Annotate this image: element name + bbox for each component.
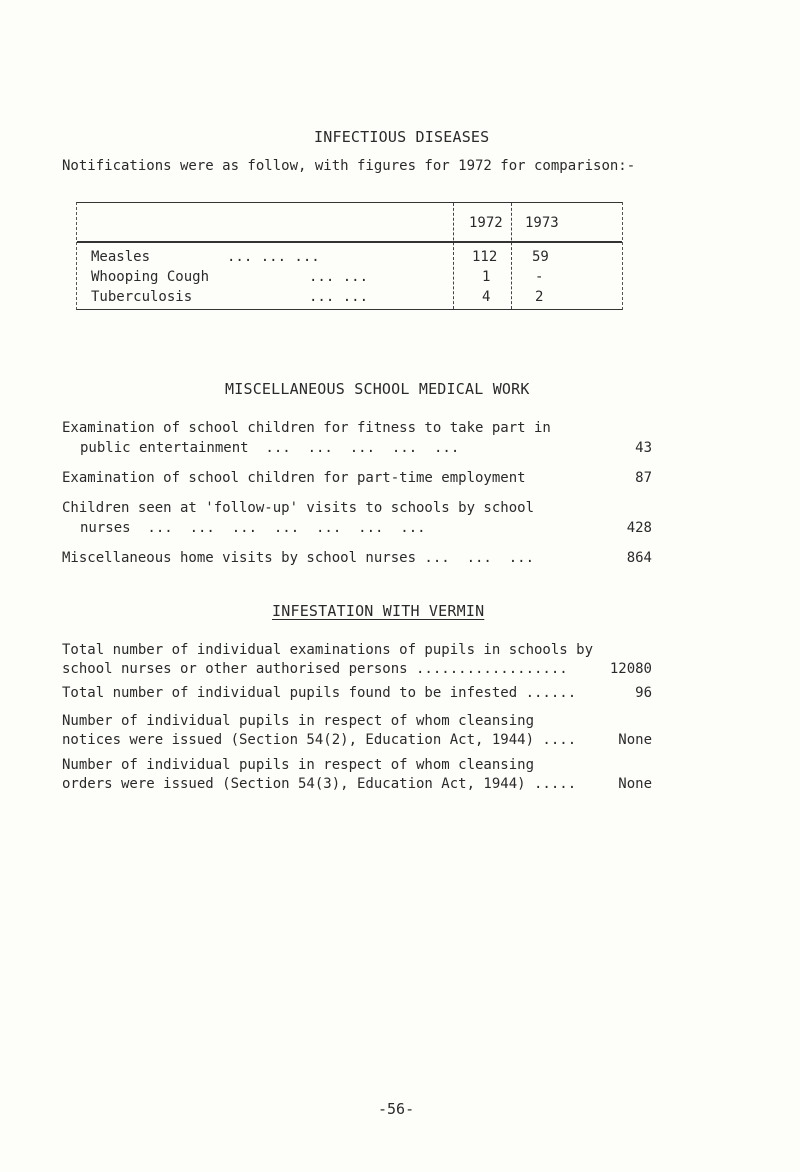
notifications-table [76,202,623,310]
section-title-infestation: INFESTATION WITH VERMIN [272,602,485,620]
notifications-intro: Notifications were as follow, with figures for 1972 for comparison:- [62,158,636,174]
infest-item-value: None [618,776,652,792]
misc-item-line: Miscellaneous home visits by school nurses ... ... ... [62,550,535,566]
value-measles-1973: 59 [532,249,549,265]
table-divider [453,203,454,309]
misc-item-line: public entertainment ... ... ... ... ... [80,440,460,456]
misc-item-line: nurses ... ... ... ... ... ... ... [80,520,426,536]
infest-item-value: 12080 [609,661,652,677]
infest-item-value: 96 [635,685,652,701]
misc-item-value: 43 [635,440,652,456]
value-tuberculosis-1973: 2 [535,289,544,305]
table-header-rule [77,241,622,243]
infest-item-line: school nurses or other authorised persons .................. [62,661,568,677]
table-divider [511,203,512,309]
section-title-infectious-diseases: INFECTIOUS DISEASES [314,128,490,146]
page-number: -56- [378,1100,415,1118]
value-whooping-cough-1973: - [535,269,544,285]
infest-item-value: None [618,732,652,748]
infest-item-line: Total number of individual examinations of pupils in schools by [62,642,594,658]
infest-item-line: Number of individual pupils in respect of whom cleansing [62,713,535,729]
infest-item-line: orders were issued (Section 54(3), Education Act, 1944) ..... [62,776,577,792]
row-leader: ... ... [309,289,369,305]
column-header-1972: 1972 [469,215,503,231]
misc-item-value: 428 [626,520,652,536]
misc-item-line: Examination of school children for fitness to take part in [62,420,551,436]
infest-item-line: Total number of individual pupils found to be infested ...... [62,685,577,701]
misc-item-value: 87 [635,470,652,486]
infest-item-line: Number of individual pupils in respect of whom cleansing [62,757,535,773]
misc-item-line: Examination of school children for part-time employment [62,470,526,486]
column-header-1973: 1973 [525,215,559,231]
row-leader: ... ... [309,269,369,285]
misc-item-value: 864 [626,550,652,566]
misc-item-line: Children seen at 'follow-up' visits to schools by school [62,500,535,516]
value-whooping-cough-1972: 1 [482,269,491,285]
row-leader: ... ... ... [227,249,320,265]
row-disease-measles: Measles [91,249,151,265]
row-disease-whooping-cough: Whooping Cough [91,269,210,285]
value-tuberculosis-1972: 4 [482,289,491,305]
value-measles-1972: 112 [472,249,498,265]
infest-item-line: notices were issued (Section 54(2), Education Act, 1944) .... [62,732,577,748]
row-disease-tuberculosis: Tuberculosis [91,289,193,305]
section-title-misc-medical-work: MISCELLANEOUS SCHOOL MEDICAL WORK [225,380,530,398]
